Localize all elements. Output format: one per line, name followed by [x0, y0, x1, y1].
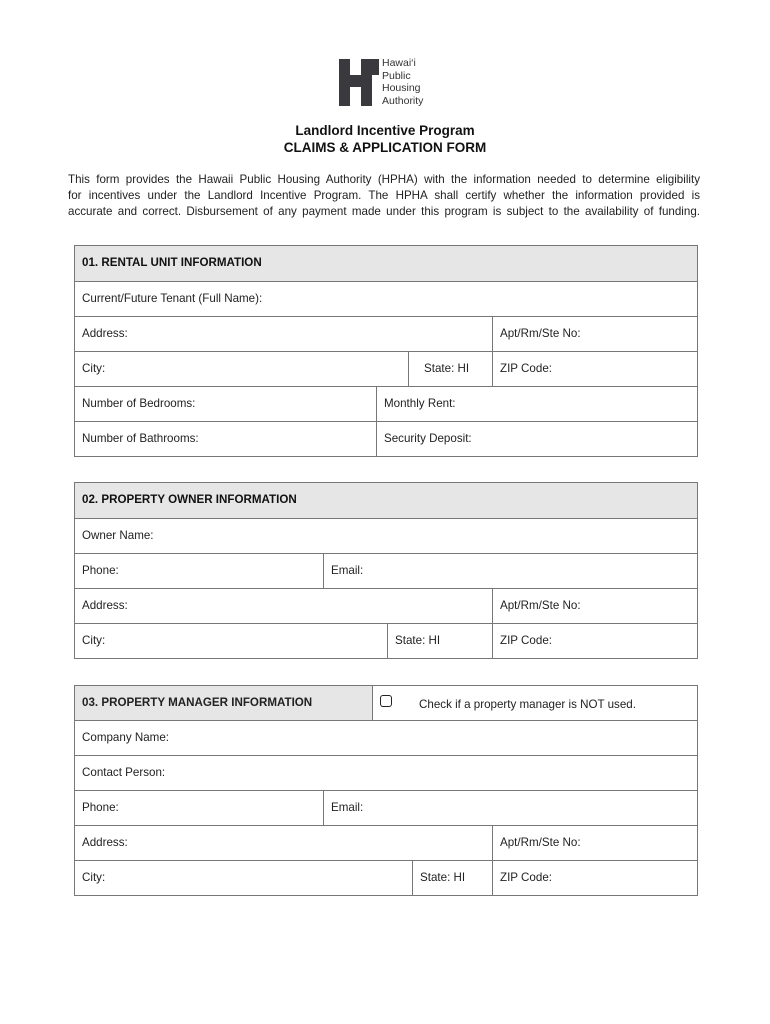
unit-zip-field[interactable]: ZIP Code: [492, 352, 697, 386]
form-row [75, 790, 697, 825]
owner-state-field: State: HI [387, 624, 492, 658]
security-deposit-field[interactable]: Security Deposit: [376, 422, 697, 456]
logo-line-3: Housing [382, 82, 421, 95]
owner-city-field[interactable]: City: [82, 634, 106, 647]
manager-zip-field[interactable]: ZIP Code: [492, 861, 697, 895]
section-header [75, 246, 697, 281]
owner-address-field[interactable]: Address: [82, 599, 128, 612]
manager-phone-field[interactable]: Phone: [82, 801, 119, 814]
section-header [75, 686, 697, 720]
property-owner-section [74, 482, 698, 659]
checkbox-label: Check if a property manager is NOT used. [419, 698, 636, 711]
manager-state-field: State: HI [412, 861, 492, 895]
form-subtitle: CLAIMS & APPLICATION FORM [283, 140, 487, 155]
hpha-h-mark-icon [339, 57, 379, 107]
tenant-name-field[interactable]: Current/Future Tenant (Full Name): [82, 292, 263, 305]
intro-line: This form provides the Hawaii Public Housing Authority (HPHA) with the information needed to determine eligibility [68, 173, 700, 186]
unit-address-field[interactable]: Address: [82, 327, 128, 340]
logo-line-1: Hawai‘i [382, 57, 416, 69]
unit-city-field[interactable]: City: [82, 362, 106, 375]
manager-not-used-checkbox[interactable] [380, 695, 392, 707]
monthly-rent-field[interactable]: Monthly Rent: [376, 387, 697, 421]
form-row [75, 518, 697, 553]
rental-unit-section [74, 245, 698, 457]
form-row [75, 386, 697, 421]
section-title: 03. PROPERTY MANAGER INFORMATION [75, 686, 372, 720]
form-row [75, 351, 697, 386]
logo-line-2: Public [382, 69, 411, 82]
manager-apt-field[interactable]: Apt/Rm/Ste No: [492, 826, 697, 860]
section-header [75, 483, 697, 518]
manager-address-field[interactable]: Address: [82, 836, 128, 849]
intro-paragraph [68, 172, 700, 220]
section-title: 02. PROPERTY OWNER INFORMATION [82, 493, 297, 506]
form-row [75, 281, 697, 316]
section-title: 01. RENTAL UNIT INFORMATION [82, 256, 262, 269]
intro-line: accurate and correct. Disbursement of any payment made under this program is subject to the availability of funding. [68, 205, 700, 218]
form-row [75, 860, 697, 895]
logo-wordmark [382, 57, 423, 107]
bedrooms-field[interactable]: Number of Bedrooms: [82, 397, 196, 410]
form-row [75, 421, 697, 456]
form-row [75, 553, 697, 588]
unit-state-field: State: HI [408, 352, 492, 386]
property-manager-section [74, 685, 698, 896]
form-row [75, 316, 697, 351]
form-row [75, 720, 697, 755]
owner-phone-field[interactable]: Phone: [82, 564, 119, 577]
owner-apt-field[interactable]: Apt/Rm/Ste No: [492, 589, 697, 623]
form-title: Landlord Incentive Program [295, 123, 475, 138]
unit-apt-field[interactable]: Apt/Rm/Ste No: [492, 317, 697, 351]
manager-city-field[interactable]: City: [82, 871, 106, 884]
owner-name-field[interactable]: Owner Name: [82, 529, 154, 542]
owner-zip-field[interactable]: ZIP Code: [492, 624, 697, 658]
form-row [75, 825, 697, 860]
form-row [75, 588, 697, 623]
manager-email-field[interactable]: Email: [323, 791, 697, 825]
bathrooms-field[interactable]: Number of Bathrooms: [82, 432, 199, 445]
intro-line: for incentives under the Landlord Incentive Program. The HPHA shall certify whether the information provided is [68, 189, 700, 202]
form-row [75, 755, 697, 790]
hpha-logo [339, 57, 439, 109]
company-name-field[interactable]: Company Name: [82, 731, 169, 744]
form-row [75, 623, 697, 658]
logo-line-4: Authority [382, 94, 424, 107]
manager-not-used-option[interactable] [372, 686, 697, 720]
owner-email-field[interactable]: Email: [323, 554, 697, 588]
contact-person-field[interactable]: Contact Person: [82, 766, 166, 779]
